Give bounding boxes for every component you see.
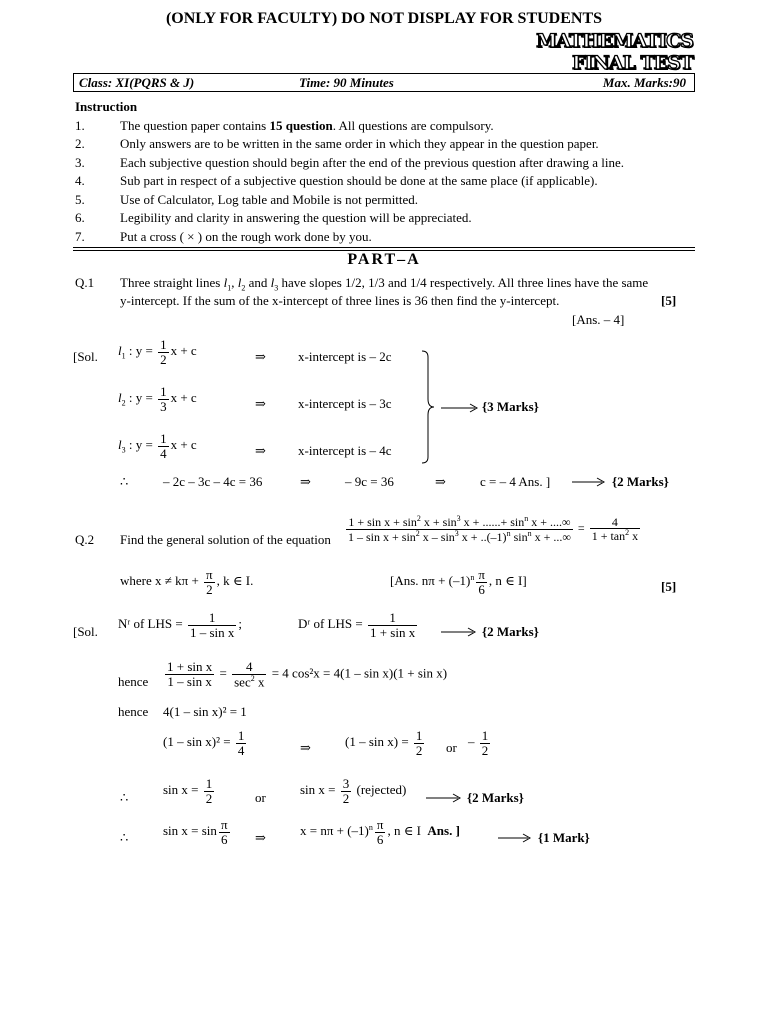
marks-note: {2 Marks}: [612, 474, 669, 489]
arrow-right-icon: [426, 793, 462, 803]
implies-symbol: ⇒: [300, 740, 311, 755]
hence-label: hence: [118, 704, 149, 719]
final-equation: – 2c – 3c – 4c = 36: [163, 474, 263, 489]
instruction-text: Only answers are to be written in the same order in which they appear in the question paper.: [120, 136, 599, 151]
therefore-symbol: ∴: [120, 830, 129, 845]
marks-label: [5]: [661, 579, 677, 594]
or-text: or: [446, 740, 457, 755]
instruction-text: Legibility and clarity in answering the question will be appreciated.: [120, 210, 472, 225]
implies-symbol: ⇒: [255, 830, 266, 845]
marks-note: {2 Marks}: [482, 624, 539, 639]
marks-note: {2 Marks}: [467, 790, 524, 805]
numerator-lhs: Nʳ of LHS = $\frac{1}{\text{1 – sin x}}$ ;: [118, 610, 242, 640]
instruction-text: The question paper contains 15 question. All questions are compulsory.: [120, 118, 494, 133]
step-equation: sin x = $\frac{3}{2}$ (rejected): [300, 776, 407, 806]
faculty-banner: (ONLY FOR FACULTY) DO NOT DISPLAY FOR STUDENTS: [165, 10, 603, 27]
implies-symbol: ⇒: [255, 349, 266, 364]
final-equation: – 9c = 36: [345, 474, 394, 489]
marks-label: [5]: [661, 293, 677, 308]
equation-row: $l_2$ : y = $\frac{1}{3}$ x + c: [118, 384, 197, 414]
implies-symbol: ⇒: [255, 396, 266, 411]
question-text: Find the general solution of the equation: [120, 532, 331, 547]
instruction-number: 4.: [75, 173, 85, 188]
step-equation: 4(1 – sin x)² = 1: [163, 704, 247, 719]
arrow-right-icon: [572, 477, 606, 487]
final-answer: c = – 4 Ans. ]: [480, 474, 551, 489]
answer-text: [Ans. – 4]: [572, 312, 625, 327]
instruction-text: Each subjective question should begin after the end of the previous question after drawing a line.: [120, 155, 624, 170]
exam-info-bar: [73, 73, 695, 92]
arrow-right-icon: [498, 833, 532, 843]
step-equation: $\frac{\text{1 + sin x}}{\text{1 – sin x}}$ = $\frac{4}{\sec^2 x}$ = 4 cos²x = 4(1 – sin x)(1 + sin x): [167, 659, 448, 689]
subject-logo-text: MATHEMATICS: [536, 30, 693, 52]
test-logo-text: FINAL TEST: [572, 52, 693, 74]
instruction-title: Instruction: [75, 99, 138, 114]
condition-text: where x ≠ kπ + $\frac{\pi}{2}$ , k ∈ I.: [120, 567, 254, 597]
step-equation: – $\frac{1}{2}$: [468, 728, 489, 758]
marks-note: {3 Marks}: [482, 399, 539, 414]
curly-brace-icon: [420, 349, 436, 465]
final-answer: $x = n\pi + (-1)^n$ $\frac{\pi}{6}$ , n ∈ I Ans. ]: [300, 817, 460, 847]
instruction-number: 5.: [75, 192, 85, 207]
implies-symbol: ⇒: [300, 474, 311, 489]
marks-info: Max. Marks:90: [602, 75, 686, 90]
therefore-symbol: ∴: [120, 474, 129, 489]
part-title: PART–A: [347, 251, 421, 268]
instruction-number: 2.: [75, 136, 85, 151]
divider: [73, 247, 695, 248]
instruction-number: 1.: [75, 118, 85, 133]
question-text: y-intercept. If the sum of the x-intercept of three lines is 36 then find the y-intercept.: [120, 293, 560, 308]
or-text: or: [255, 790, 266, 805]
question-label: Q.2: [75, 532, 95, 547]
marks-note: {1 Mark}: [538, 830, 590, 845]
equation-row: $l_1$ : y = $\frac{1}{2}$ x + c: [118, 337, 197, 367]
step-equation: sin x = $\frac{1}{2}$: [163, 776, 213, 806]
equation-fraction: $\frac{1 + \sin x + \sin^2 x + \sin^3 x + ......+ \sin^n x + ....\infty}{1 - \sin x + \sin^2 x - \sin^3 x + ..(-1)^n \sin^n x + ...\infty}$ = $\frac{4}{1 + \tan^2 x}$: [348, 514, 639, 544]
result-text: x-intercept is – 4c: [298, 443, 392, 458]
arrow-right-icon: [441, 627, 477, 637]
therefore-symbol: ∴: [120, 790, 129, 805]
instruction-number: 3.: [75, 155, 85, 170]
instruction-number: 6.: [75, 210, 85, 225]
solution-label: [Sol.: [73, 624, 98, 639]
question-label: Q.1: [75, 275, 95, 290]
result-text: x-intercept is – 2c: [298, 349, 392, 364]
step-equation: (1 – sin x)² = $\frac{1}{4}$: [163, 728, 245, 758]
arrow-right-icon: [441, 403, 479, 413]
solution-label: [Sol.: [73, 349, 98, 364]
instruction-number: 7.: [75, 229, 85, 244]
implies-symbol: ⇒: [435, 474, 446, 489]
time-info: Time: 90 Minutes: [299, 75, 394, 90]
step-equation: (1 – sin x) = $\frac{1}{2}$: [345, 728, 423, 758]
instruction-text: Use of Calculator, Log table and Mobile is not permitted.: [120, 192, 419, 207]
equation-row: $l_3$ : y = $\frac{1}{4}$ x + c: [118, 431, 197, 461]
answer-text: [Ans. $n\pi + (-1)^n$ $\frac{\pi}{6}$ , n ∈ I]: [390, 567, 527, 597]
question-text: Three straight lines $l_1$, $l_2$ and $l_3$ have slopes 1/2, 1/3 and 1/4 respectively. All three lines have the same: [120, 275, 649, 293]
step-equation: sin x = sin $\frac{\pi}{6}$: [163, 817, 228, 847]
result-text: x-intercept is – 3c: [298, 396, 392, 411]
hence-label: hence: [118, 674, 149, 689]
instruction-text: Sub part in respect of a subjective question should be done at the same place (if applicable).: [120, 173, 598, 188]
implies-symbol: ⇒: [255, 443, 266, 458]
class-info: Class: XI(PQRS & J): [79, 75, 195, 90]
instruction-text: Put a cross ( × ) on the rough work done by you.: [120, 229, 372, 244]
denominator-lhs: Dʳ of LHS = $\frac{1}{\text{1 + sin x}}$: [298, 610, 416, 640]
